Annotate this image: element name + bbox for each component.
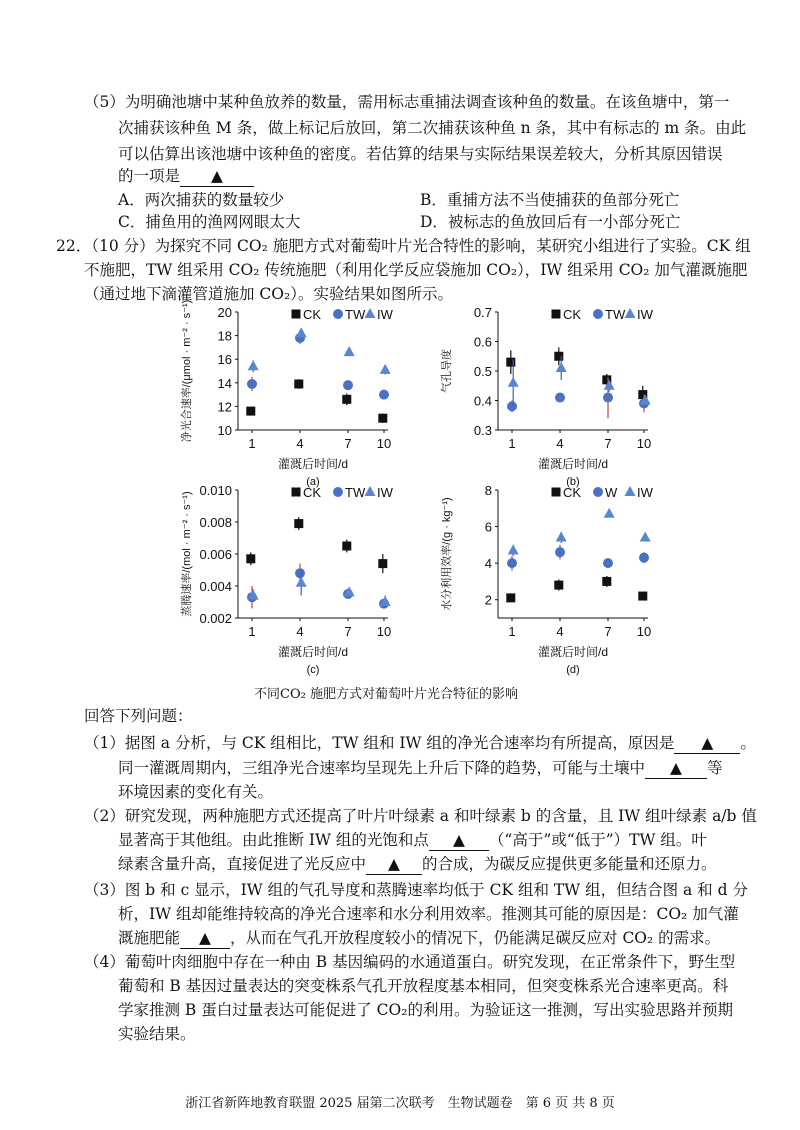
x-tick-label: 10 <box>376 436 392 451</box>
x-axis-label: 灌溉后时间/d <box>277 645 349 659</box>
legend-marker <box>552 488 561 497</box>
sub1-text-2: 。 <box>740 734 756 752</box>
q5-line-3: 可以估算出该池塘中该种鱼的密度。若估算的结果与实际结果误差较大，分析其原因错误 <box>118 145 723 163</box>
data-point <box>506 593 515 602</box>
data-point <box>343 380 353 390</box>
legend-label: TW <box>345 485 366 500</box>
data-point <box>554 352 563 361</box>
y-axis-label: 蒸腾速率/(mol · m⁻² · s⁻¹) <box>181 491 193 617</box>
legend-marker <box>333 487 343 497</box>
data-point <box>506 358 515 367</box>
data-point <box>295 568 305 578</box>
figure-caption: 不同CO₂ 施肥方式对葡萄叶片光合特征的影响 <box>254 687 518 702</box>
data-point <box>604 508 615 518</box>
sub3-line-3 <box>118 928 720 949</box>
x-tick-label: 7 <box>344 624 352 639</box>
data-point <box>554 581 563 590</box>
chart-transpiration <box>160 478 400 678</box>
page-footer: 浙江省新阵地教育联盟 2025 届第二次联考 生物试题卷 第 6 页 共 8 页 <box>185 1096 615 1111</box>
legend-label: CK <box>303 485 322 500</box>
y-tick-label: 6 <box>484 519 492 535</box>
answer-blank[interactable]: ▲ <box>645 758 707 779</box>
x-tick-label: 7 <box>344 436 352 451</box>
option-a: A．两次捕获的数量较少 <box>118 191 285 209</box>
data-point <box>602 577 611 586</box>
x-tick-label: 4 <box>556 624 564 639</box>
legend-label: CK <box>303 307 322 322</box>
y-tick-label: 20 <box>217 305 232 320</box>
x-tick-label: 7 <box>604 624 612 639</box>
data-point <box>508 544 519 554</box>
data-point <box>294 519 303 528</box>
sub4-line-2: 葡萄和 B 基因过量表达的突变株系气孔开放程度基本相同，但突变株系光合速率更高。科 <box>118 977 729 995</box>
y-tick-label: 0.5 <box>473 364 492 379</box>
legend-label: IW <box>377 485 393 500</box>
answer-intro: 回答下列问题： <box>84 707 193 725</box>
y-tick-label: 2 <box>484 592 492 608</box>
legend-marker <box>625 308 636 318</box>
y-tick-label: 12 <box>217 399 232 415</box>
panel-label: (b) <box>566 476 580 488</box>
x-axis-label: 灌溉后时间/d <box>537 645 609 659</box>
sub1-text-1: （1）据图 a 分析，与 CK 组相比，TW 组和 IW 组的净光合速率均有所提高，原因是 <box>84 734 675 752</box>
data-point <box>246 554 255 563</box>
q5-line-4 <box>118 166 254 187</box>
sub4-line-1: （4）葡萄叶肉细胞中存在一种由 B 基因编码的水通道蛋白。研究发现，在正常条件下，野生型 <box>84 953 736 971</box>
y-tick-label: 8 <box>484 483 492 498</box>
y-tick-label: 10 <box>217 423 232 438</box>
x-tick-label: 4 <box>556 436 564 451</box>
sub2-text-2: （“高于”或“低于”）TW 组。叶 <box>488 831 707 849</box>
x-tick-label: 4 <box>296 624 304 639</box>
data-point <box>296 327 307 337</box>
data-point <box>380 364 391 374</box>
chart-net-photosynthesis <box>160 300 400 490</box>
answer-blank[interactable]: ▲ <box>674 733 740 754</box>
data-point <box>508 377 519 387</box>
x-tick-label: 1 <box>248 436 256 451</box>
legend-marker <box>625 486 636 496</box>
y-tick-label: 4 <box>484 556 492 572</box>
q22-line-1: 22．（10 分）为探究不同 CO₂ 施肥方式对葡萄叶片光合特性的影响，某研究小组进行了实验。CK 组 <box>56 237 751 255</box>
sub3-text-2: ，从而在气孔开放程度较小的情况下，仍能满足碳反应对 CO₂ 的需求。 <box>230 929 721 947</box>
sub2-line-3 <box>118 854 717 875</box>
y-tick-label: 0.6 <box>473 334 492 350</box>
y-axis-label: 净光合速率/(μmol · m⁻² · s⁻¹) <box>181 300 193 443</box>
data-point <box>555 547 565 557</box>
sub1-line-3: 环境因素的变化有关。 <box>118 783 274 801</box>
y-tick-label: 18 <box>217 328 232 344</box>
data-point <box>603 393 613 403</box>
answer-blank[interactable]: ▲ <box>366 854 422 875</box>
y-axis-label: 水分利用效率/(g · kg⁻¹) <box>441 497 453 611</box>
data-point <box>603 558 613 568</box>
legend-marker <box>292 488 301 497</box>
q5-line-1: （5）为明确池塘中某种鱼放养的数量，需用标志重捕法调查该种鱼的数量。在该鱼塘中，第一 <box>84 93 730 111</box>
legend-label: CK <box>563 307 582 322</box>
legend-label: CK <box>563 485 582 500</box>
legend-label: IW <box>377 307 393 322</box>
data-point <box>378 414 387 423</box>
data-point <box>379 390 389 400</box>
data-point <box>342 395 351 404</box>
y-tick-label: 0.006 <box>199 547 232 562</box>
x-tick-label: 10 <box>376 624 392 639</box>
legend-marker <box>333 309 343 319</box>
panel-label: (d) <box>566 664 580 676</box>
legend-label: TW <box>345 307 366 322</box>
data-point <box>555 393 565 403</box>
legend-label: IW <box>637 307 653 322</box>
chart-water-use-efficiency <box>420 478 660 678</box>
data-point <box>378 559 387 568</box>
q5-line-2: 次捕获该种鱼 M 条，做上标记后放回，第二次捕获该种鱼 n 条，其中有标志的 m 条。由此 <box>118 119 747 137</box>
option-c: C．捕鱼用的渔网网眼太大 <box>118 213 301 231</box>
sub4-line-4: 实验结果。 <box>118 1025 196 1043</box>
data-point <box>640 532 651 542</box>
sub4-line-3: 学家推测 B 蛋白过量表达可能促进了 CO₂的利用。为验证这一推测，写出实验思路并预期 <box>118 1001 733 1019</box>
x-tick-label: 1 <box>248 624 256 639</box>
x-tick-label: 4 <box>296 436 304 451</box>
data-point <box>344 346 355 356</box>
sub1-line-1 <box>84 733 756 754</box>
data-point <box>246 407 255 416</box>
chart-stomatal-conductance <box>420 300 660 490</box>
option-b: B．重捕方法不当使捕获的鱼部分死亡 <box>420 191 680 209</box>
panel-label: (c) <box>306 664 320 676</box>
x-tick-label: 1 <box>508 436 516 451</box>
x-axis-label: 灌溉后时间/d <box>277 457 349 471</box>
sub2-text-3: 绿素含量升高，直接促进了光反应中 <box>118 855 367 873</box>
data-point <box>507 401 517 411</box>
sub2-text-4: 的合成，为碳反应提供更多能量和还原力。 <box>422 855 717 873</box>
legend-marker <box>593 487 603 497</box>
data-point <box>639 553 649 563</box>
data-point <box>556 362 567 372</box>
y-tick-label: 16 <box>217 352 232 368</box>
y-tick-label: 0.008 <box>199 515 232 530</box>
answer-blank[interactable]: ▲ <box>180 166 254 187</box>
x-tick-label: 1 <box>508 624 516 639</box>
sub2-line-2 <box>118 830 707 851</box>
sub2-text-1: 显著高于其他组。由此推断 IW 组的光饱和点 <box>118 831 429 849</box>
q22-line-2: 不施肥，TW 组采用 CO₂ 传统施肥（利用化学反应袋施加 CO₂），IW 组采用 CO₂ 加气灌溉施肥 <box>84 261 748 279</box>
x-tick-label: 7 <box>604 436 612 451</box>
panel-label: (a) <box>306 476 320 488</box>
legend-label: IW <box>637 485 653 500</box>
legend-marker <box>292 310 301 319</box>
data-point <box>556 532 567 542</box>
y-tick-label: 0.7 <box>473 305 492 320</box>
x-tick-label: 10 <box>636 436 652 451</box>
sub3-line-1: （3）图 b 和 c 显示，IW 组的气孔导度和蒸腾速率均低于 CK 组和 TW 组，但结合图 a 和 d 分 <box>84 881 748 899</box>
sub2-line-1: （2）研究发现，两种施肥方式还提高了叶片叶绿素 a 和叶绿素 b 的含量，且 IW 组叶绿素 a/b 值 <box>84 807 757 825</box>
y-axis-label: 气孔导度 <box>441 349 453 393</box>
x-tick-label: 10 <box>636 624 652 639</box>
y-tick-label: 0.004 <box>199 579 232 594</box>
y-tick-label: 0.3 <box>473 423 492 438</box>
legend-label: W <box>605 485 618 500</box>
sub3-text-1: 溉施肥能 <box>118 929 181 947</box>
y-tick-label: 0.002 <box>199 611 232 626</box>
q5-stem-end: 的一项是 <box>118 167 181 185</box>
q22-line-3: （通过地下滴灌管道施加 CO₂）。实验结果如图所示。 <box>84 285 453 303</box>
sub1-text-4: 等 <box>707 759 723 777</box>
data-point <box>294 379 303 388</box>
legend-marker <box>365 308 376 318</box>
legend-marker <box>593 309 603 319</box>
sub3-line-2: 析，IW 组却能维持较高的净光合速率和水分利用效率。推测其可能的原因是：CO₂ 加气灌 <box>118 905 739 923</box>
legend-marker <box>365 486 376 496</box>
y-tick-label: 0.010 <box>199 483 232 498</box>
answer-blank[interactable]: ▲ <box>429 830 489 851</box>
answer-blank[interactable]: ▲ <box>180 928 230 949</box>
legend-marker <box>552 310 561 319</box>
option-d: D．被标志的鱼放回后有一小部分死亡 <box>420 213 681 231</box>
sub1-line-2 <box>118 758 723 779</box>
data-point <box>247 379 257 389</box>
data-point <box>248 360 259 370</box>
legend-label: TW <box>605 307 626 322</box>
data-point <box>638 592 647 601</box>
data-point <box>296 577 307 587</box>
data-point <box>507 558 517 568</box>
sub1-text-3: 同一灌溉周期内，三组净光合速率均呈现先上升后下降的趋势，可能与土壤中 <box>118 759 646 777</box>
y-tick-label: 0.4 <box>473 393 492 409</box>
y-tick-label: 14 <box>217 375 232 391</box>
data-point <box>342 542 351 551</box>
x-axis-label: 灌溉后时间/d <box>537 457 609 471</box>
